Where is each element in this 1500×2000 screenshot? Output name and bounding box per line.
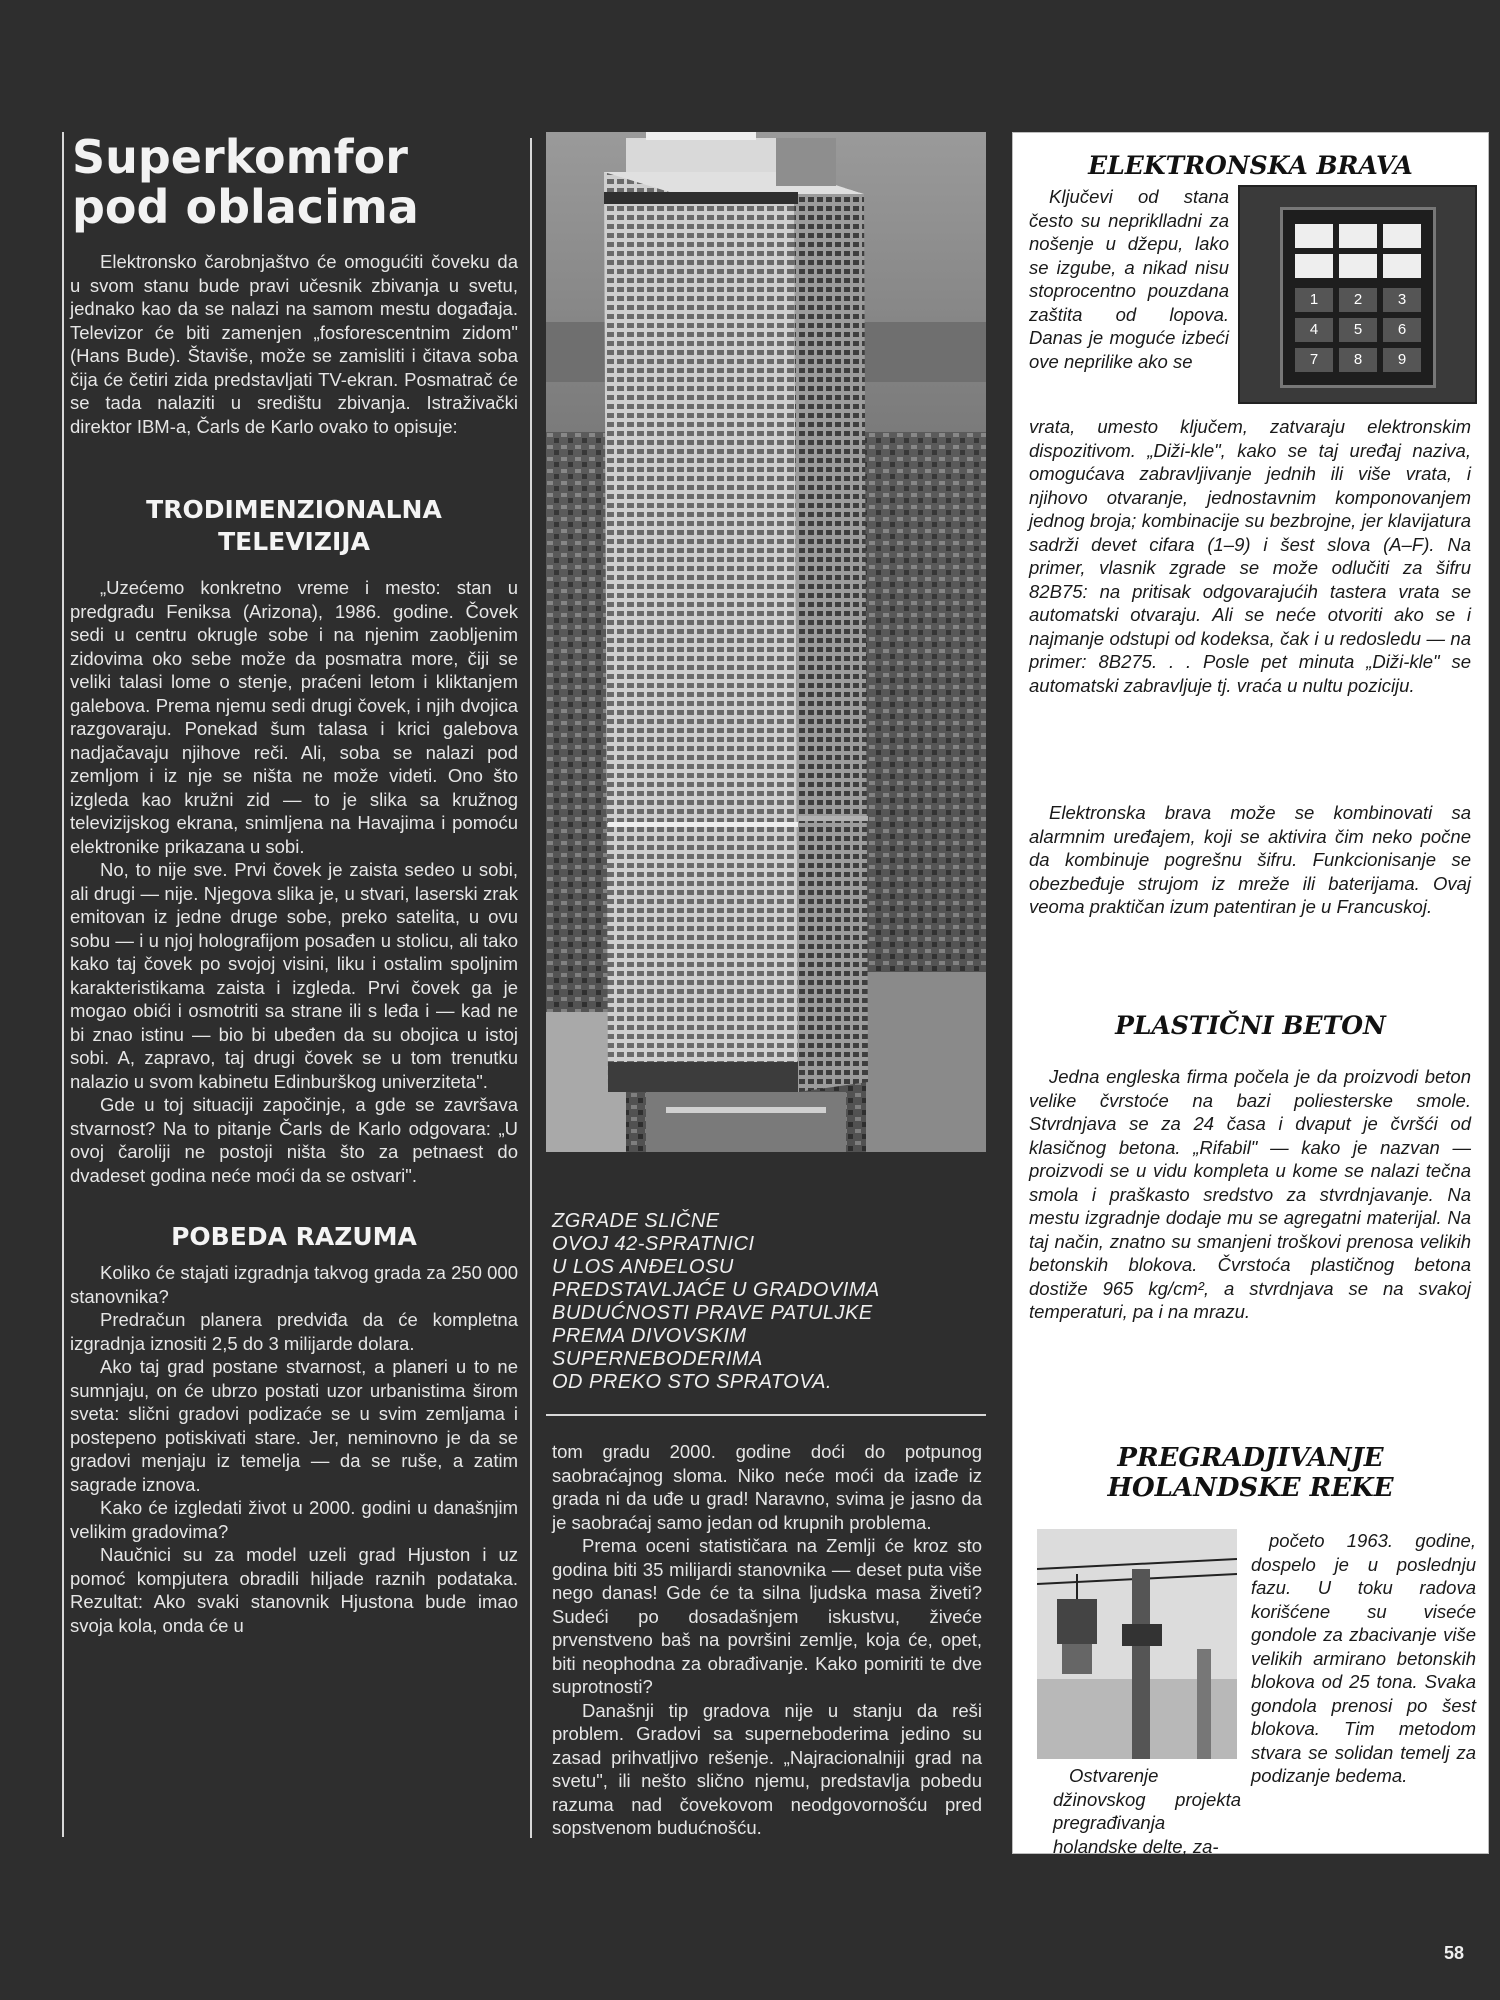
keypad-key: 2 [1339,288,1377,312]
column-middle-text [552,1440,982,1840]
column-rule-left [62,132,64,1837]
keypad-key: 8 [1339,348,1377,372]
keypad-number-keys [1295,288,1425,372]
keypad-blank-key [1295,224,1333,248]
caption-line: PREDSTAVLJAĆE U GRADOVIMA [552,1279,880,1301]
column-rule-mid [530,138,532,1838]
page-number: 58 [1443,1943,1464,1963]
keypad-blank-keys [1295,224,1425,278]
keypad-blank-key [1383,224,1421,248]
brava-text-2: Elektronska brava može se kombinovati sa alarmnim uređajem, koji se aktivira čim neko počne da kombinuje pogrešnu šifru. Funkcionisanje se obezbeđuje strujom iz mreže ili baterijama. Ovaj veoma praktičan izum patentiran je u Francuskoj. [1029,802,1471,917]
subheading-razum: POBEDA RAZUMA [171,1222,417,1251]
paragraph: Gde u toj situaciji započinje, a gde se završava stvarnost? Na to pitanje Čarls de Karlo odgovara: „U ovoj čaroliji ne postoji ništa što za petnaest do dvadeset godina neće moći da se ostvari". [70,1094,518,1186]
keypad-plate [1280,207,1436,388]
paragraph: Naučnici su za model uzeli grad Hjuston i uz pomoć kompjutera obradili hiljade raznih podataka. Rezultat: Ako svaki stanovnik Hjustona bude imao svoja kola, onda će u [70,1544,518,1636]
keypad-key: 6 [1383,318,1421,342]
caption-rule [546,1414,986,1416]
paragraph: tom gradu 2000. godine doći do potpunog saobraćajnog sloma. Niko neće moći da izađe iz grada ni da uđe u grad! Naravno, svima je jasno da je saobraćaj samo jedan od krupnih problema. [552,1441,982,1533]
caption-line: OD PREKO STO SPRATOVA. [552,1371,832,1393]
keypad-key: 7 [1295,348,1333,372]
subheading-tv-1: TRODIMENZIONALNA [146,495,442,524]
sidebar-title-reke-1: PREGRADJIVANJE [1117,1443,1384,1473]
brava-wrap-text: Ključevi od stana često su nepriklladni za nošenje u džepu, lako se izgube, a nikad nisu stoprocentno pouzdana zaštita od lopova. Danas je moguće izbeći ove neprilike ako se [1029,186,1229,372]
caption-line: BUDUĆNOSTI PRAVE PATULJKE [552,1302,873,1324]
intro-paragraph: Elektronsko čarobnjaštvo će omogućiti čoveku da u svom stanu bude pravi učesnik zbivanja u svetu, jednako kao da se nalazi na samom mestu događaja. Televizor će biti zamenjen „fosforescentnim zidom" (Hans Bude). Štaviše, može se zamisliti i čitava soba čija će četiri zida predstavljati TV-ekran. Posmatrač će se tada nalaziti u središtu zbivanja. Istraživački direktor IBM-a, Čarls de Karlo ovako to opisuje: [70,251,518,437]
brava-text: vrata, umesto ključem, zatvaraju elektronskim dispozitivom. „Diži-kle", kako se taj uređaj naziva, omogućava zabravljivanje jednih ili više vrata, i njihovo otvaranje, jednostavnim komponovanjem jednog broja; kombinacije su bezbrojne, jer klavijatura sadrži devet cifara (1–9) i šest slova (A–F). Na primer, vlasnik zgrade se može odlučiti za šifru 82B75: na pritisak odgovarajućih tastera vrata se automatski otvaraju. Ali se neće otvoriti ako se i najmanje odstupi od kodeksa, čak i u redosledu — na primer: 8B275. . . Posle pet minuta „Diži-kle" se automatski zabravljuje tj. vraća u nultu poziciju. [1029,416,1471,696]
keypad-key: 9 [1383,348,1421,372]
keypad-key: 5 [1339,318,1377,342]
photo-caption [552,1210,982,1394]
sidebar-box [1012,132,1489,1857]
gondola-photo [1037,1529,1237,1759]
reke-text: početo 1963. godine, dospelo je u poslednju fazu. U toku radova korišćene su viseće gondole za zbacivanje više velikih armirano betonskih blokova od 25 tona. Svaka gondola prenosi po šest blokova. Tim metodom stvara se solidan temelj za podizanje bedema. [1251,1530,1476,1786]
column-left [70,132,518,1637]
article-headline: Superkomfor pod oblacima [72,130,419,234]
caption-line: SUPERNEBODERIMA [552,1348,763,1370]
gondola-caption: Ostvarenje džinovskog projekta pregrađivanja holandske delte, za- [1053,1765,1241,1857]
keypad-key: 1 [1295,288,1333,312]
paragraph: No, to nije sve. Prvi čovek je zaista sedeo u sobi, ali drugi — nije. Njegova slika je, u stvari, laserski zrak emitovan iz jedne druge sobe, preko satelita, u ovu sobu — i u njoj holografijom posađen u stolicu, ali tako kako taj čovek po svojoj visini, liku i ostalim spoljnim karakteristikama zaista i izgleda. Prvi čovek ga je mogao obići i osmotriti sa strane ili s leđa i — kad ne bi znao istinu — bio bi ubeđen da su obojica u istoj sobi. A, zapravo, taj drugi čovek se u tom trenutku nalazio u svom kabinetu Edinburškog univerziteta". [70,859,518,1092]
sidebar-title-reke-2: HOLANDSKE REKE [1107,1473,1394,1503]
paragraph: Današnji tip gradova nije u stanju da reši problem. Gradovi sa superneboderima jedino su zasad prihvatljivo rešenje. „Najracionalniji grad na svetu", ili nešto slično njemu, predstavlja pobedu razuma nad čovekovom neodgovornošću pred sopstvenom budućnošću. [552,1699,982,1838]
paragraph: Koliko će stajati izgradnja takvog grada za 250 000 stanovnika? [70,1262,518,1307]
keypad-blank-key [1339,224,1377,248]
caption-line: OVOJ 42-SPRATNICI [552,1233,755,1255]
caption-line: U LOS ANĐELOSU [552,1256,734,1278]
keypad-key: 3 [1383,288,1421,312]
paragraph: Ako taj grad postane stvarnost, a planeri u to ne sumnjaju, on će ubrzo postati uzor urbanistima širom sveta: slični gradovi podizaće se u svim zemljama i postepeno potiskivati stare. Jer, neminovno je da se gradovi menjaju iz temelja — da se ruše, a zatim sagrade iznova. [70,1356,518,1495]
beton-text: Jedna engleska firma počela je da proizvodi beton velike čvrstoće na bazi poliesterske smole. Stvrdnjava se za 24 časa i dvaput je čvršći od klasičnog betona. „Rifabil" — kako je nazvan — proizvodi se u vidu kompleta u kome se nalazi tečna smola i praškasto sredstvo za stvrdnjavanje. Na mestu izgradnje dodaje mu se agregatni materijal. Na taj način, znatno su smanjeni troškovi prenosa velikih betonskih blokova. Čvrstoća plastičnog betona dostiže 965 kg/cm², a stvrdnjava se na svakoj temperaturi, pa i na mrazu. [1029,1066,1471,1322]
sidebar-title-beton: PLASTIČNI BETON [1115,1011,1386,1040]
keypad-blank-key [1339,254,1377,278]
keypad-key: 4 [1295,318,1333,342]
paragraph: Predračun planera predviđa da će kompletna izgradnja iznositi 2,5 do 3 milijarde dolara. [70,1309,518,1354]
keypad-photo [1238,185,1477,404]
skyscraper-photo [546,132,986,1152]
paragraph: Prema oceni statističara na Zemlji će kroz sto godina biti 35 milijardi stanovnika — deset puta više nego danas! Gde će ta silna ljudska masa živeti? Sudeći po dosadašnjem iskustvu, živeće prvenstveno baš na površini zemlje, koja će, opet, biti neophodna za obrađivanje. Kako pomiriti te dve suprotnosti? [552,1535,982,1697]
sidebar-title-brava: ELEKTRONSKA BRAVA [1088,151,1413,180]
keypad-blank-key [1295,254,1333,278]
paragraph: „Uzećemo konkretno vreme i mesto: stan u predgrađu Feniksa (Arizona), 1986. godine. Čovek sedi u centru okrugle sobe i na njenim zaobljenim zidovima oko sebe može da posmatra more, čiji se veliki talasi lome o stenje, praćeni letom i kliktanjem galebova. Prema njemu sedi drugi čovek, i njih dvojica razgovaraju. Ponekad šum talasa i krici galebova nadjačavaju njihove reči. Ali, soba se nalazi pod zemljom i iz nje se ništa ne može videti. Ono što izgleda kao kružni zid — to je slika sa kružnog televizijskog ekrana, snimljena na Havajima i pomoću elektronike prikazana u sobi. [70,577,518,857]
subheading-tv-2: TELEVIZIJA [218,527,370,556]
caption-line: PREMA DIVOVSKIM [552,1325,747,1347]
keypad-blank-key [1383,254,1421,278]
caption-line: ZGRADE SLIČNE [552,1210,720,1232]
paragraph: Kako će izgledati život u 2000. godini u današnjim velikim gradovima? [70,1497,518,1542]
